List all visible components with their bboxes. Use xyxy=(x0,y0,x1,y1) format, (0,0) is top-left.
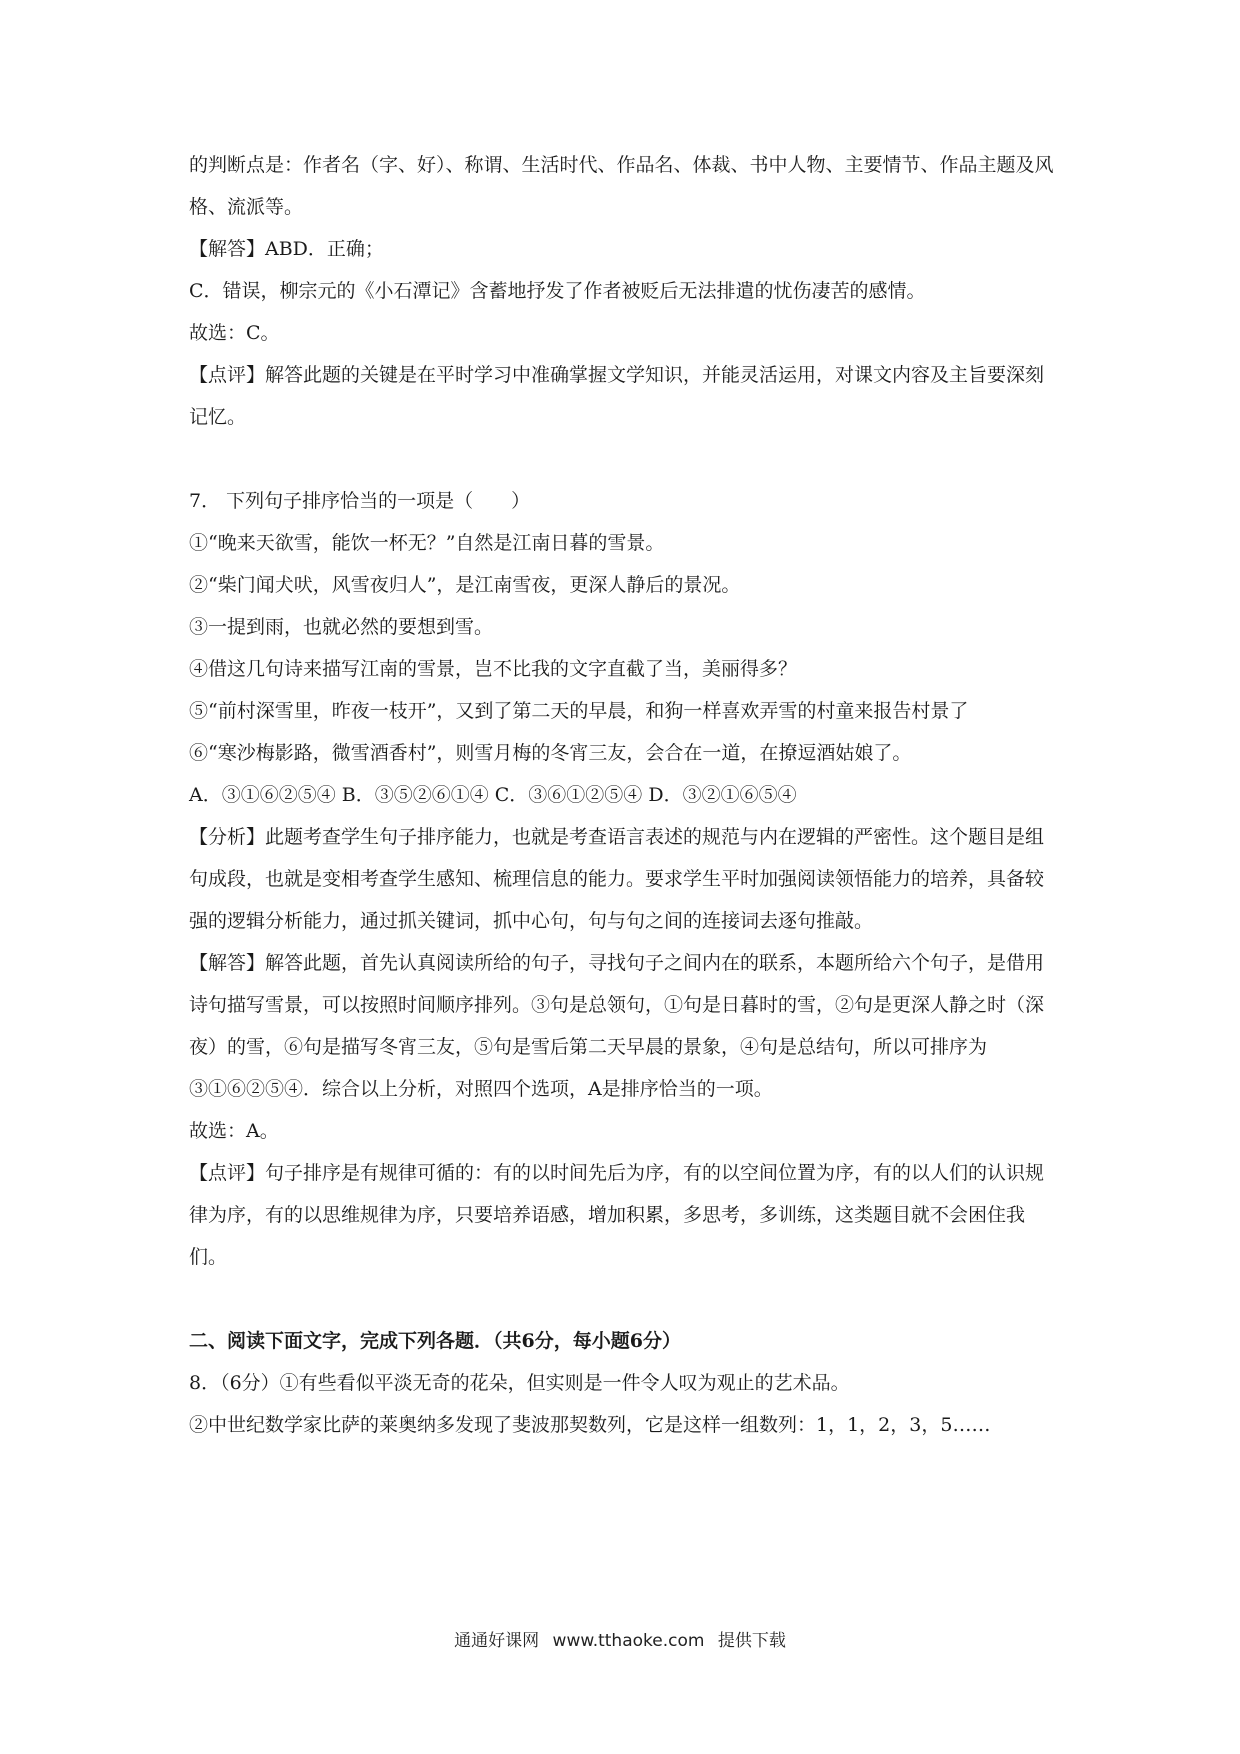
footer-note: 提供下载 xyxy=(717,1631,786,1651)
q7-item-4: ④借这几句诗来描写江南的雪景，岂不比我的文字直截了当，美丽得多？ xyxy=(189,658,798,680)
prev-answer-line-1: 【解答】ABD．正确； xyxy=(189,238,384,260)
section-heading: 二、阅读下面文字，完成下列各题．（共6分，每小题6分） xyxy=(189,1330,681,1352)
q7-item-5: ⑤“前村深雪里，昨夜一枝开”，又到了第二天的早晨，和狗一样喜欢弄雪的村童来报告村景了 xyxy=(189,700,969,722)
q8-line-1: 8．（6分）①有些看似平淡无奇的花朵，但实则是一件令人叹为观止的艺术品。 xyxy=(189,1372,850,1394)
q7-options: A．③①⑥②⑤④ B．③⑤②⑥①④ C．③⑥①②⑤④ D．③②①⑥⑤④ xyxy=(189,784,797,806)
spacer xyxy=(189,1278,1059,1320)
prev-analysis-continued: 的判断点是：作者名（字、好）、称谓、生活时代、作品名、体裁、书中人物、主要情节、作品主题及风格、流派等。 xyxy=(189,154,1054,218)
q7-analysis: 【分析】此题考查学生句子排序能力，也就是考查语言表述的规范与内在逻辑的严密性。这个题目是组句成段，也就是变相考查学生感知、梳理信息的能力。要求学生平时加强阅读领悟能力的培养，具备较强的逻辑分析能力，通过抓关键词，抓中心句，句与句之间的连接词去逐句推敲。 xyxy=(189,826,1045,932)
footer-url: www.tthaoke.com xyxy=(552,1631,705,1651)
q8-line-2: ②中世纪数学家比萨的莱奥纳多发现了斐波那契数列，它是这样一组数列：1，1，2，3，5…… xyxy=(189,1414,991,1436)
q7-item-3: ③一提到雨，也就必然的要想到雪。 xyxy=(189,616,494,638)
q7-item-6: ⑥“寒沙梅影路，微雪酒香村”，则雪月梅的冬宵三友，会合在一道，在撩逗酒姑娘了。 xyxy=(189,742,912,764)
q7-choice: 故选：A。 xyxy=(189,1120,279,1142)
page-footer xyxy=(0,1626,1240,1651)
q7-item-1: ①“晚来天欲雪，能饮一杯无？”自然是江南日暮的雪景。 xyxy=(189,532,665,554)
spacer xyxy=(189,438,1059,480)
prev-comment: 【点评】解答此题的关键是在平时学习中准确掌握文学知识，并能灵活运用，对课文内容及主旨要深刻记忆。 xyxy=(189,364,1045,428)
prev-choice: 故选：C。 xyxy=(189,322,280,344)
q7-answer: 【解答】解答此题，首先认真阅读所给的句子，寻找句子之间内在的联系，本题所给六个句子，是借用诗句描写雪景，可以按照时间顺序排列。③句是总领句，①句是日暮时的雪，②句是更深人静之时（深夜）的雪，⑥句是描写冬宵三友，⑤句是雪后第二天早晨的景象，④句是总结句，所以可排序为③①⑥②⑤④．综合以上分析，对照四个选项，A是排序恰当的一项。 xyxy=(189,952,1045,1100)
footer-site-name: 通通好课网 xyxy=(454,1631,540,1651)
document-body xyxy=(189,144,1059,1446)
q7-stem: 7． 下列句子排序恰当的一项是（ ） xyxy=(189,490,531,512)
q7-item-2: ②“柴门闻犬吠，风雪夜归人”，是江南雪夜，更深人静后的景况。 xyxy=(189,574,741,596)
prev-answer-line-2: C．错误，柳宗元的《小石潭记》含蓄地抒发了作者被贬后无法排遣的忧伤凄苦的感情。 xyxy=(189,280,926,302)
q7-comment: 【点评】句子排序是有规律可循的：有的以时间先后为序，有的以空间位置为序，有的以人们的认识规律为序，有的以思维规律为序，只要培养语感，增加积累，多思考，多训练，这类题目就不会困住我们。 xyxy=(189,1162,1045,1268)
